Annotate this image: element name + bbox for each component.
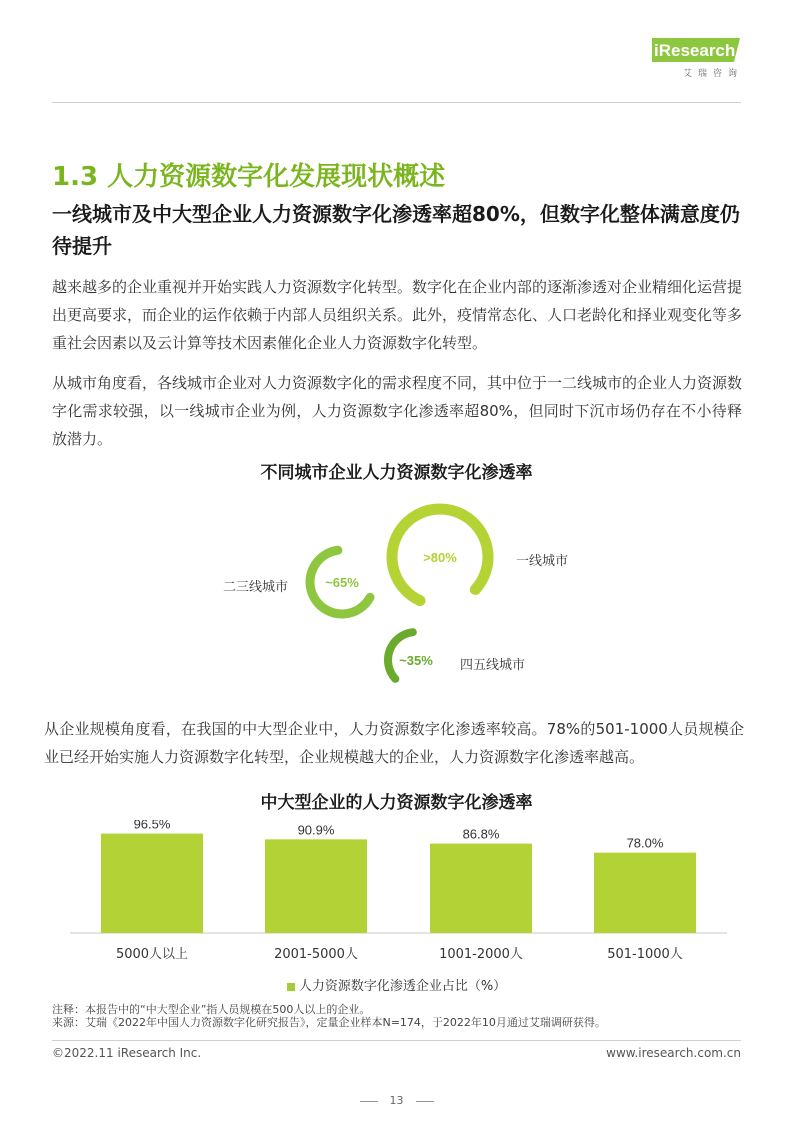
- bar: [430, 844, 532, 933]
- logo-subtitle: 艾瑞咨询: [682, 69, 743, 79]
- x-tick-label: 501-1000人: [607, 947, 683, 962]
- notes-block: [52, 1003, 606, 1029]
- bar-data-label: 86.8%: [462, 826, 500, 842]
- x-tick-label: 2001-5000人: [274, 947, 358, 962]
- bar: [265, 839, 367, 933]
- page-number: [0, 1094, 793, 1107]
- footer-divider: [52, 1040, 741, 1041]
- paragraph-enterprise-scale: 从企业规模角度看，在我国的中大型企业中，人力资源数字化渗透率较高。78%的501-1000人员规模企业已经开始实施人力资源数字化转型，企业规模越大的企业，人力资源数字化渗透率越高。: [44, 720, 744, 766]
- ring-value-label: ~65%: [325, 575, 359, 590]
- header-divider: [52, 102, 741, 103]
- footnote: 注释：本报告中的“中大型企业”指人员规模在500人以上的企业。: [52, 1003, 371, 1016]
- ring-category-label: 一线城市: [516, 554, 569, 569]
- ring-chart-title: 不同城市企业人力资源数字化渗透率: [260, 463, 533, 483]
- section-subtitle: 一线城市及中大型企业人力资源数字化渗透率超80%，但数字化整体满意度仍待提升: [52, 202, 740, 258]
- logo-mark: [648, 32, 743, 64]
- bar: [101, 834, 203, 933]
- legend-label: 人力资源数字化渗透企业占比（%）: [298, 979, 507, 994]
- footer-copyright: ©2022.11 iResearch Inc.: [52, 1046, 202, 1060]
- bar-chart-title: 中大型企业的人力资源数字化渗透率: [260, 793, 533, 813]
- bar-data-label: 96.5%: [133, 820, 171, 832]
- ring-category-label: 四五线城市: [460, 658, 526, 673]
- x-tick-label: 5000人以上: [115, 947, 189, 962]
- ring-chart: [0, 490, 793, 700]
- bar-data-label: 78.0%: [626, 835, 664, 851]
- legend-swatch: [287, 983, 295, 991]
- iresearch-logo: [648, 32, 743, 78]
- bar-chart: [0, 820, 793, 970]
- paragraph-city-perspective: 从城市角度看，各线城市企业对人力资源数字化的需求程度不同，其中位于一二线城市的企业人力资源数字化需求较强，以一线城市企业为例，人力资源数字化渗透率超80%，但同时下沉市场仍存在不小待释放潜力。: [52, 374, 743, 448]
- paragraph-digital-transformation: 越来越多的企业重视并开始实践人力资源数字化转型。数字化在企业内部的逐渐渗透对企业精细化运营提出更高要求，而企业的运作依赖于内部人员组织关系。此外，疫情常态化、人口老龄化和择业观变化等多重社会因素以及云计算等技术因素催化企业人力资源数字化转型。: [52, 278, 743, 352]
- page-dash-right: [416, 1101, 434, 1102]
- page-number-value: 13: [389, 1094, 404, 1107]
- bar-chart-legend: [0, 975, 793, 994]
- page-dash-left: [360, 1101, 378, 1102]
- logo-text: iResearch: [654, 41, 736, 60]
- bar-data-label: 90.9%: [297, 822, 335, 838]
- ring-value-label: ~35%: [399, 653, 433, 668]
- ring-category-label: 二三线城市: [222, 580, 288, 595]
- bar: [594, 853, 696, 933]
- source-note: 来源：艾瑞《2022年中国人力资源数字化研究报告》，定量企业样本N=174，于2022年10月通过艾瑞调研获得。: [52, 1016, 606, 1029]
- section-title: 1.3 人力资源数字化发展现状概述: [52, 162, 446, 192]
- footer-url: www.iresearch.com.cn: [606, 1046, 741, 1060]
- x-tick-label: 1001-2000人: [439, 947, 523, 962]
- ring-value-label: >80%: [423, 550, 457, 565]
